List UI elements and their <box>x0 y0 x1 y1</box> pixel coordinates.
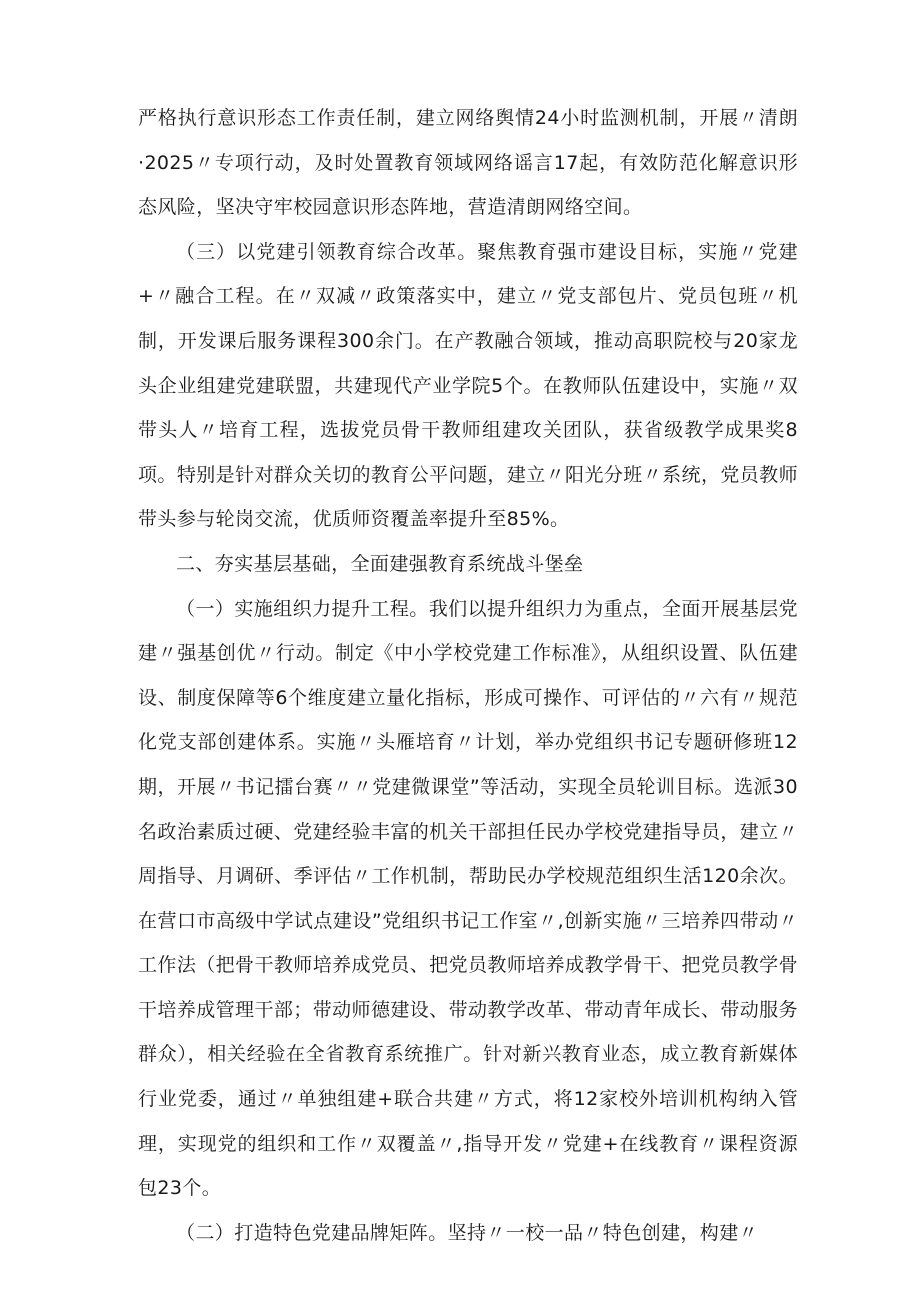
paragraph-organization-project: （一）实施组织力提升工程。我们以提升组织力为重点，全面开展基层党建〃强基创优〃行动。制定《中小学校党建工作标准》，从组织设置、队伍建设、制度保障等6个维度建立量化指标，形成可操作、可评估的〃六有〃规范化党支部创建体系。实施〃头雁培育〃计划，举办党组织书记专题研修班12期，开展〃书记擂台赛〃〃党建微课堂”等活动，实现全员轮训目标。选派30名政治素质过硬、党建经验丰富的机关干部担任民办学校党建指导员，建立〃周指导、月调研、季评估〃工作机制，帮助民办学校规范组织生活120余次。在营口市高级中学试点建设”党组织书记工作室〃,创新实施〃三培养四带动〃工作法（把骨干教师培养成党员、把党员教师培养成教学骨干、把党员教学骨干培养成管理干部；带动师德建设、带动教学改革、带动青年成长、带动服务群众），相关经验在全省教育系统推广。针对新兴教育业态，成立教育新媒体行业党委，通过〃单独组建+联合共建〃方式，将12家校外培训机构纳入管理，实现党的组织和工作〃双覆盖〃,指导开发〃党建+在线教育〃课程资源包23个。 <box>138 597 798 1200</box>
document-body <box>138 96 798 1255</box>
paragraph-brand-matrix: （二）打造特色党建品牌矩阵。坚持〃一校一品〃特色创建，构建〃 <box>176 1221 759 1244</box>
paragraph-ideology-work: 严格执行意识形态工作责任制，建立网络舆情24小时监测机制，开展〃清朗·2025〃专项行动，及时处置教育领域网络谣言17起，有效防范化解意识形态风险，坚决守牢校园意识形态阵地，营造清朗网络空间。 <box>138 107 798 219</box>
section-heading-grassroots: 二、夯实基层基础，全面建强教育系统战斗堡垒 <box>176 552 584 575</box>
paragraph-education-reform: （三）以党建引领教育综合改革。聚焦教育强市建设目标，实施〃党建+〃融合工程。在〃双减〃政策落实中，建立〃党支部包片、党员包班〃机制，开发课后服务课程300余门。在产教融合领域，推动高职院校与20家龙头企业组建党建联盟，共建现代产业学院5个。在教师队伍建设中，实施〃双带头人〃培育工程，选拔党员骨干教师组建攻关团队，获省级教学成果奖8项。特别是针对群众关切的教育公平问题，建立〃阳光分班〃系统，党员教师带头参与轮岗交流，优质师资覆盖率提升至85%。 <box>138 240 798 531</box>
